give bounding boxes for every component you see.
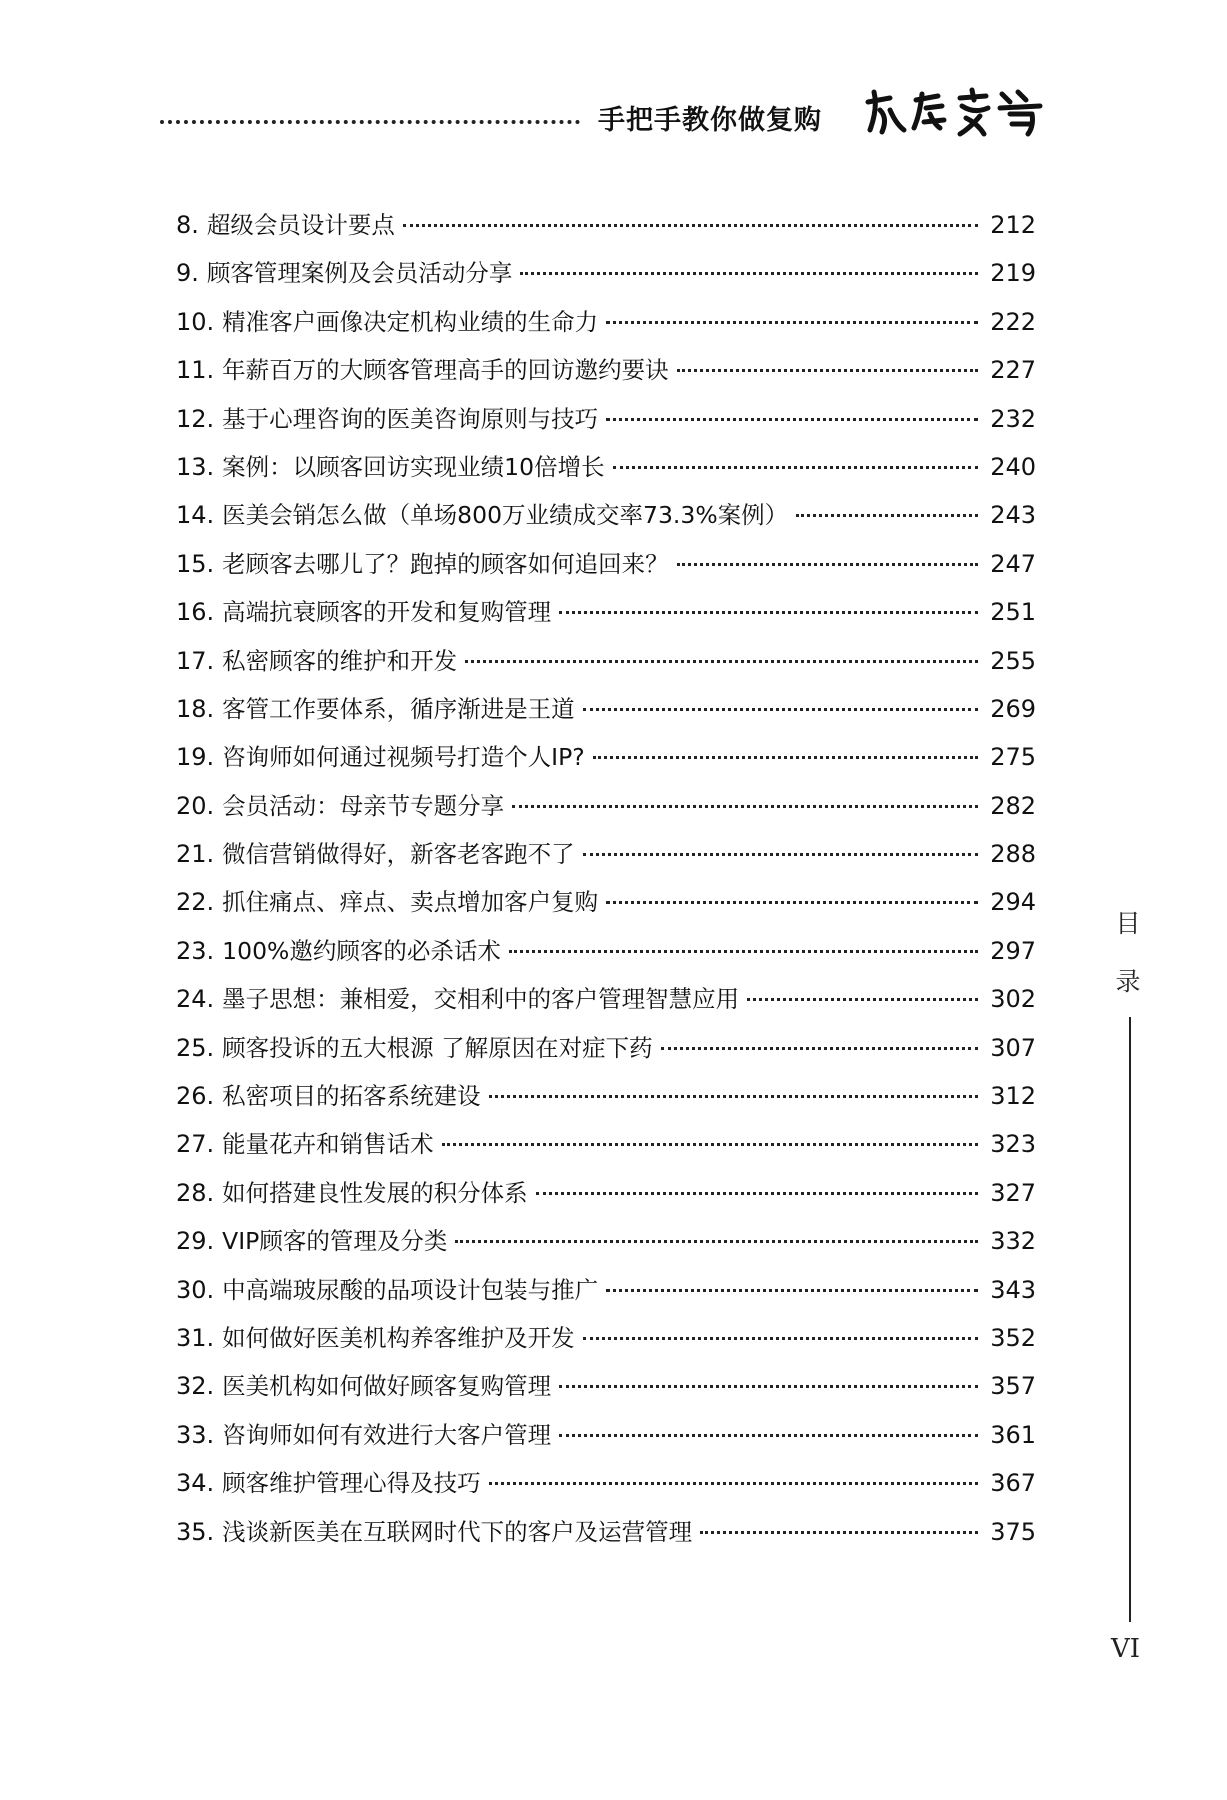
toc-entry: [176, 1029, 1036, 1077]
toc-entry-number: 19.: [176, 743, 215, 772]
toc-entry-page: 361: [990, 1420, 1036, 1449]
toc-entry-number: 11.: [176, 356, 215, 385]
toc-entry-title: 咨询师如何通过视频号打造个人IP?: [222, 743, 585, 772]
toc-entry-number: 18.: [176, 694, 215, 723]
toc-entry-title: 超级会员设计要点: [206, 211, 395, 239]
toc-dot-leader: [613, 466, 978, 469]
toc-entry-page: 282: [990, 791, 1036, 820]
toc-dot-leader: [442, 1143, 978, 1146]
toc-entry-page: 212: [990, 211, 1036, 239]
header-dot-leader: [160, 110, 580, 124]
toc-entry-number: 13.: [176, 452, 215, 481]
toc-entry: [176, 738, 1036, 786]
toc-entry: [176, 835, 1036, 883]
toc-entry-number: 20.: [176, 791, 215, 820]
toc-dot-leader: [536, 1192, 978, 1195]
toc-entry-page: 294: [990, 888, 1036, 917]
toc-entry-number: 23.: [176, 936, 215, 965]
toc-entry-title: 中高端玻尿酸的品项设计包装与推广: [222, 1275, 599, 1304]
toc-dot-leader: [606, 418, 978, 421]
side-section-label: [1110, 895, 1146, 1011]
toc-dot-leader: [465, 660, 978, 663]
toc-dot-leader: [606, 321, 978, 324]
toc-entry-page: 297: [990, 936, 1036, 965]
toc-entry: [176, 1174, 1036, 1222]
toc-entry-number: 33.: [176, 1420, 215, 1449]
toc-entry-title: 顾客投诉的五大根源 了解原因在对症下药: [222, 1033, 653, 1062]
toc-entry: [176, 690, 1036, 738]
toc-entry-page: 222: [990, 307, 1036, 336]
toc-dot-leader: [520, 272, 978, 275]
toc-entry-title: 私密顾客的维护和开发: [222, 646, 458, 675]
toc-entry-title: 咨询师如何有效进行大客户管理: [222, 1420, 552, 1449]
toc-entry-title: 会员活动：母亲节专题分享: [222, 791, 505, 820]
toc-entry-page: 240: [990, 452, 1036, 481]
toc-entry-title: 墨子思想：兼相爱，交相利中的客户管理智慧应用: [222, 985, 740, 1014]
toc-entry-title: 顾客维护管理心得及技巧: [222, 1469, 481, 1498]
toc-entry-title: 微信营销做得好，新客老客跑不了: [222, 840, 575, 869]
toc-entry-number: 31.: [176, 1323, 215, 1352]
toc-dot-leader: [677, 563, 978, 566]
side-vertical-rule: [1129, 1017, 1131, 1622]
toc-entry-number: 28.: [176, 1178, 215, 1207]
toc-entry-number: 27.: [176, 1130, 215, 1159]
toc-entry: [176, 1222, 1036, 1270]
toc-entry: [176, 496, 1036, 544]
toc-entry-page: 275: [990, 743, 1036, 772]
toc-dot-leader: [559, 611, 978, 614]
toc-entry-title: 浅谈新医美在互联网时代下的客户及运营管理: [222, 1517, 693, 1546]
side-label-top: 目: [1115, 909, 1141, 938]
toc-entry-page: 232: [990, 404, 1036, 433]
toc-entry: [176, 1125, 1036, 1173]
toc-entry: [176, 642, 1036, 690]
toc-entry-title: VIP顾客的管理及分类: [222, 1227, 448, 1256]
calligraphy-logo-graphic: [860, 84, 1050, 140]
running-header: [160, 92, 1060, 152]
toc-entry-number: 14.: [176, 501, 215, 530]
toc-entry: [176, 593, 1036, 641]
toc-entry-page: 269: [990, 694, 1036, 723]
toc-entry: [176, 1513, 1036, 1561]
toc-entry-title: 医美机构如何做好顾客复购管理: [222, 1372, 552, 1401]
toc-entry-page: 343: [990, 1275, 1036, 1304]
toc-dot-leader: [700, 1531, 978, 1534]
toc-entry-title: 能量花卉和销售话术: [222, 1130, 434, 1159]
toc-entry: [176, 1077, 1036, 1125]
toc-entry-page: 332: [990, 1227, 1036, 1256]
toc-entry-title: 私密项目的拓客系统建设: [222, 1082, 481, 1111]
toc-entry-page: 302: [990, 985, 1036, 1014]
toc-entry-page: 375: [990, 1517, 1036, 1546]
toc-entry: [176, 1464, 1036, 1512]
toc-entry-number: 22.: [176, 888, 215, 917]
toc-entry: [176, 980, 1036, 1028]
toc-entry: [176, 545, 1036, 593]
table-of-contents: [176, 206, 1036, 1561]
toc-entry: [176, 1271, 1036, 1319]
toc-dot-leader: [583, 708, 978, 711]
toc-entry-page: 307: [990, 1033, 1036, 1062]
toc-entry: [176, 448, 1036, 496]
toc-entry-number: 35.: [176, 1517, 215, 1546]
toc-entry-title: 抓住痛点、痒点、卖点增加客户复购: [222, 888, 599, 917]
toc-dot-leader: [489, 1482, 978, 1485]
toc-entry-number: 29.: [176, 1227, 215, 1256]
toc-entry-page: 251: [990, 598, 1036, 627]
toc-entry-number: 15.: [176, 549, 215, 578]
toc-entry-page: 357: [990, 1372, 1036, 1401]
toc-entry-number: 10.: [176, 307, 215, 336]
toc-entry-page: 219: [990, 259, 1036, 288]
toc-dot-leader: [606, 901, 978, 904]
toc-dot-leader: [747, 998, 978, 1001]
toc-entry-page: 352: [990, 1323, 1036, 1352]
brand-calligraphy-logo: [860, 84, 1050, 140]
toc-entry-page: 367: [990, 1469, 1036, 1498]
toc-dot-leader: [583, 853, 978, 856]
toc-entry: [176, 883, 1036, 931]
toc-dot-leader: [559, 1434, 978, 1437]
toc-entry-number: 26.: [176, 1082, 215, 1111]
toc-entry-title: 年薪百万的大顾客管理高手的回访邀约要诀: [222, 356, 669, 385]
toc-entry-title: 精准客户画像决定机构业绩的生命力: [222, 307, 599, 336]
toc-entry-number: 34.: [176, 1469, 215, 1498]
toc-dot-leader: [593, 756, 978, 759]
toc-entry-page: 312: [990, 1082, 1036, 1111]
toc-entry-page: 255: [990, 646, 1036, 675]
toc-entry: [176, 787, 1036, 835]
toc-entry: [176, 1416, 1036, 1464]
toc-entry-page: 243: [990, 501, 1036, 530]
side-label-bottom: 录: [1115, 967, 1141, 996]
toc-entry-page: 288: [990, 840, 1036, 869]
toc-entry-number: 8.: [176, 211, 199, 239]
toc-entry-page: 227: [990, 356, 1036, 385]
toc-entry-number: 30.: [176, 1275, 215, 1304]
book-title: 手把手教你做复购: [598, 105, 822, 136]
toc-entry-title: 如何搭建良性发展的积分体系: [222, 1178, 528, 1207]
toc-dot-leader: [661, 1047, 978, 1050]
toc-entry-number: 25.: [176, 1033, 215, 1062]
toc-entry: [176, 303, 1036, 351]
toc-entry-number: 24.: [176, 985, 215, 1014]
toc-dot-leader: [509, 950, 978, 953]
toc-dot-leader: [455, 1240, 978, 1243]
toc-entry-number: 12.: [176, 404, 215, 433]
toc-entry-page: 327: [990, 1178, 1036, 1207]
toc-entry-title: 医美会销怎么做（单场800万业绩成交率73.3%案例）: [222, 501, 789, 530]
toc-dot-leader: [512, 805, 978, 808]
toc-entry: [176, 206, 1036, 254]
toc-entry-number: 17.: [176, 646, 215, 675]
toc-entry-number: 16.: [176, 598, 215, 627]
toc-entry-title: 案例：以顾客回访实现业绩10倍增长: [222, 452, 605, 481]
page-number: VI: [1111, 1634, 1141, 1664]
toc-entry: [176, 254, 1036, 302]
toc-entry-number: 32.: [176, 1372, 215, 1401]
toc-entry-title: 100%邀约顾客的必杀话术: [222, 936, 501, 965]
toc-entry-title: 顾客管理案例及会员活动分享: [206, 259, 513, 288]
toc-entry-number: 9.: [176, 259, 199, 288]
toc-entry-title: 基于心理咨询的医美咨询原则与技巧: [222, 404, 599, 433]
toc-dot-leader: [606, 1289, 978, 1292]
toc-dot-leader: [583, 1337, 978, 1340]
toc-entry-title: 如何做好医美机构养客维护及开发: [222, 1323, 575, 1352]
toc-entry-number: 21.: [176, 840, 215, 869]
toc-entry: [176, 932, 1036, 980]
toc-entry: [176, 400, 1036, 448]
toc-dot-leader: [796, 514, 978, 517]
toc-entry: [176, 1319, 1036, 1367]
toc-entry: [176, 351, 1036, 399]
toc-dot-leader: [677, 369, 978, 372]
toc-entry-title: 老顾客去哪儿了？跑掉的顾客如何追回来？: [222, 549, 669, 578]
toc-dot-leader: [559, 1385, 978, 1388]
toc-entry: [176, 1367, 1036, 1415]
toc-entry-title: 客管工作要体系，循序渐进是王道: [222, 694, 575, 723]
toc-entry-title: 高端抗衰顾客的开发和复购管理: [222, 598, 552, 627]
toc-dot-leader: [403, 224, 978, 227]
toc-entry-page: 247: [990, 549, 1036, 578]
toc-entry-page: 323: [990, 1130, 1036, 1159]
toc-dot-leader: [489, 1095, 978, 1098]
